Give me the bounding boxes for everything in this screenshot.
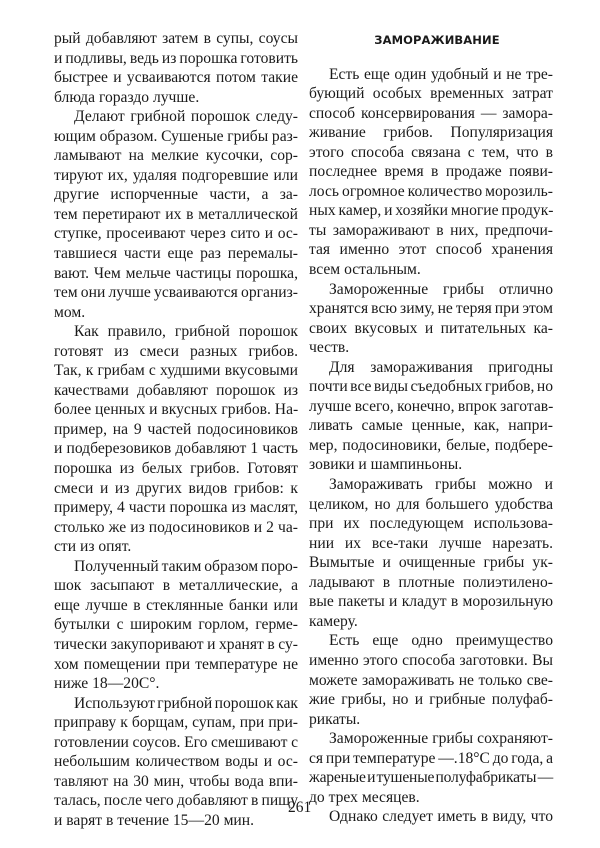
paragraph <box>309 631 553 729</box>
text-line: ющим образом. Сушеные грибы раз- <box>54 127 298 145</box>
left-column <box>54 29 298 830</box>
section-heading: ЗАМОРАЖИВАНИЕ <box>374 33 500 47</box>
text-line: ламывают на мелкие кусочки, сор- <box>54 147 298 165</box>
text-line: камеру. <box>309 612 358 630</box>
text-line: еще лучше в стеклянные банки или <box>54 596 298 614</box>
text-line: тавляют на 30 мин, чтобы вода впи- <box>54 772 298 790</box>
text-line: ливать самые ценные, как, напри- <box>309 417 553 435</box>
text-line: и подливы, ведь из порошка готовить <box>54 49 298 67</box>
text-line: вают. Чем мельче частицы порошка, <box>54 264 298 282</box>
text-line: целиком, но для большего удобства <box>309 495 553 513</box>
text-line: бутылки с широким горлом, герме- <box>54 616 298 634</box>
text-line: тируют их, удаляя подгоревшие или <box>54 166 298 184</box>
text-line: другие испорченные части, а за- <box>54 186 298 204</box>
text-line: живание грибов. Популяризация <box>309 124 553 142</box>
text-line: хом помещении при температуре не <box>54 655 298 673</box>
text-line: Замороженные грибы сохраняют- <box>329 730 553 748</box>
text-line: жареные и тушеные полуфабрикаты — <box>309 769 553 787</box>
text-line: быстрее и усваиваются потом такие <box>54 69 298 87</box>
text-line: ся при температуре —.18°С до года, а <box>309 749 553 767</box>
text-line: тая именно этот способ хранения <box>309 241 553 259</box>
text-line: рикаты. <box>309 710 361 728</box>
paragraph <box>309 807 553 827</box>
text-line: Полученный таким образом поро- <box>74 557 298 575</box>
text-line: ниже 18—20С°. <box>54 675 160 693</box>
page-number: 261 <box>288 799 312 816</box>
text-line: и варят в течение 15—20 мин. <box>54 811 255 829</box>
text-line: тем они лучше усваиваются организ- <box>54 284 298 302</box>
paragraph <box>54 107 298 322</box>
text-line: Замораживать грибы можно и <box>329 476 553 494</box>
paragraph <box>309 358 553 475</box>
text-line: талась, после чего добавляют в пищу <box>54 792 298 810</box>
text-line: пример, на 9 частей подосиновиков <box>54 420 298 438</box>
paragraph <box>309 475 553 631</box>
text-line: Так, к грибам с худшими вкусовыми <box>54 362 298 380</box>
text-line: Как правило, грибной порошок <box>74 323 298 341</box>
text-line: ных камер, и хозяйки многие продук- <box>309 202 554 220</box>
text-line: можете замораживать не только све- <box>309 671 553 689</box>
text-line: готовлении соусов. Его смешивают с <box>54 733 298 751</box>
text-line: мер, подосиновики, белые, подбере- <box>309 436 553 454</box>
text-line: тически закупоривают и хранят в су- <box>54 635 298 653</box>
text-line: Есть еще одно преимущество <box>329 632 553 650</box>
text-line: Замороженные грибы отлично <box>329 280 553 298</box>
text-line: блюда гораздо лучше. <box>54 88 200 106</box>
text-line: ладывают в плотные полиэтилено- <box>309 573 553 591</box>
text-line: жие грибы, но и грибные полуфаб- <box>309 691 553 709</box>
text-line: всем остальным. <box>309 261 421 279</box>
text-line: небольшим количеством воды и ос- <box>54 753 298 771</box>
text-line: столько же из подосиновиков и 2 ча- <box>54 518 298 536</box>
text-line: своих вкусовых и питательных ка- <box>309 319 553 337</box>
text-line: смеси и из других видов грибов: к <box>54 479 298 497</box>
text-line: Есть еще один удобный и не тре- <box>329 65 553 83</box>
text-line: Однако следует иметь в виду, что <box>329 808 553 826</box>
text-line: бующий особых временных затрат <box>309 85 553 103</box>
text-line: вые пакеты и кладут в морозильную <box>309 593 553 611</box>
text-line: до трех месяцев. <box>309 788 420 806</box>
text-line: и подберезовиков добавляют 1 часть <box>54 440 298 458</box>
text-line: шок засыпают в металлические, а <box>54 577 298 595</box>
right-column <box>309 29 553 827</box>
text-line: этого способа связана с тем, что в <box>309 143 553 161</box>
paragraph <box>309 729 553 807</box>
paragraph <box>54 694 298 831</box>
text-line: мом. <box>54 303 86 321</box>
text-line: приправу к борщам, супам, при при- <box>54 714 298 732</box>
text-line: Для замораживания пригодны <box>329 358 553 376</box>
paragraph <box>309 280 553 358</box>
text-line: Используют грибной порошок как <box>74 694 299 712</box>
paragraph <box>54 557 298 694</box>
text-line: более ценных и вкусных грибов. На- <box>54 401 299 419</box>
text-line: рый добавляют затем в супы, соусы <box>54 30 298 47</box>
text-line: ты замораживают в них, предпочи- <box>309 221 553 239</box>
text-line: примеру, 4 части порошка из маслят, <box>54 499 298 517</box>
paragraph <box>54 29 298 107</box>
text-line: Вымытые и очищенные грибы ук- <box>309 554 553 572</box>
text-line: последнее время в продаже появи- <box>309 163 553 181</box>
text-line: тавшиеся части еще раз перемалы- <box>54 245 298 263</box>
text-line: готовят из смеси разных грибов. <box>54 342 298 360</box>
paragraph <box>54 322 298 557</box>
text-line: ступке, просеивают через сито и ос- <box>54 225 298 243</box>
text-line: при их последующем использова- <box>309 515 553 533</box>
text-line: честв. <box>309 339 350 357</box>
text-line: качествами добавляют порошок из <box>54 381 298 399</box>
text-line: почти все виды съедобных грибов, но <box>309 378 553 396</box>
text-line: именно этого способа заготовки. Вы <box>309 651 553 669</box>
paragraph <box>309 65 553 280</box>
text-line: лучше всего, конечно, впрок заготав- <box>309 397 554 415</box>
text-line: лось огромное количество морозиль- <box>309 182 553 200</box>
text-line: зовики и шампиньоны. <box>309 456 463 474</box>
text-line: хранятся всю зиму, не теряя при этом <box>309 300 553 318</box>
text-line: сти из опят. <box>54 538 132 556</box>
text-line: Делают грибной порошок следу- <box>74 108 298 126</box>
text-line: нии их все-таки лучше нарезать. <box>309 534 553 552</box>
text-line: способ консервирования — замора- <box>309 104 553 122</box>
text-line: порошка из белых грибов. Готовят <box>54 460 298 478</box>
text-line: тем перетирают их в металлической <box>54 205 298 223</box>
